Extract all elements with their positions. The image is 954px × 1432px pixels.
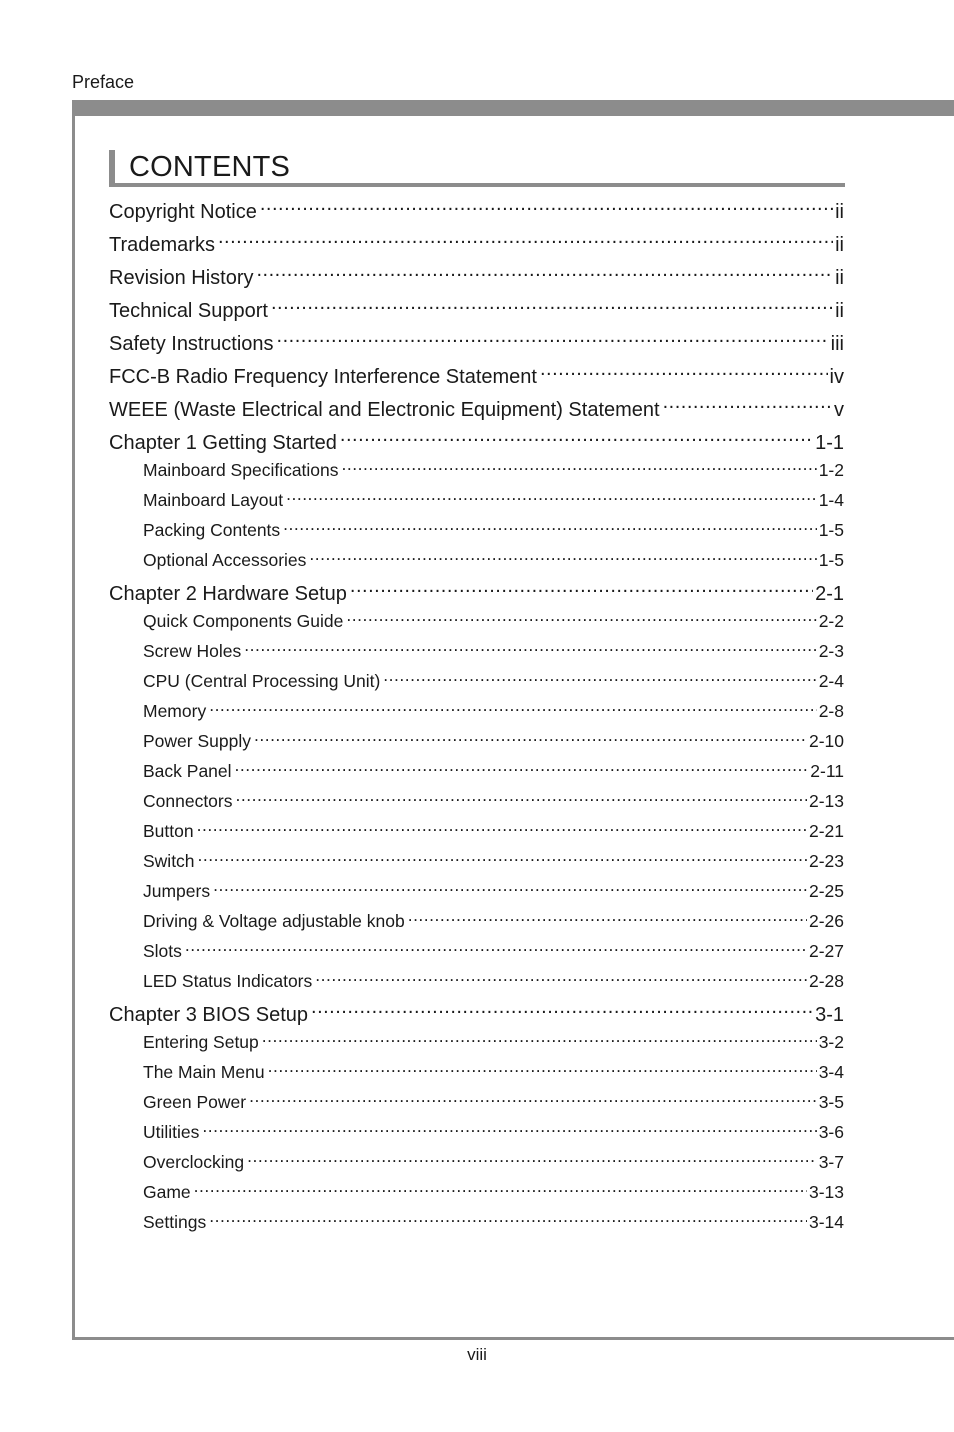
toc-entry-page: 2-26 bbox=[808, 911, 844, 931]
toc-entry-page: 3-4 bbox=[818, 1062, 844, 1082]
toc-entry-page: iii bbox=[830, 333, 844, 355]
toc-entry-label: WEEE (Waste Electrical and Electronic Equipment) Statement bbox=[109, 399, 660, 421]
toc-entry-page: 3-14 bbox=[808, 1212, 844, 1232]
toc-entry-label: Mainboard Layout bbox=[143, 490, 284, 510]
toc-entry-page: ii bbox=[835, 201, 844, 223]
toc-dot-leader bbox=[209, 693, 817, 717]
toc-subentry[interactable] bbox=[143, 663, 844, 691]
toc-dot-leader bbox=[235, 753, 809, 777]
toc-dot-leader bbox=[249, 1084, 817, 1108]
toc-dot-leader bbox=[383, 663, 816, 687]
page-title: CONTENTS bbox=[129, 151, 291, 183]
toc-entry-label: Trademarks bbox=[109, 234, 215, 256]
left-margin-rule bbox=[72, 100, 75, 1340]
toc-entry-page: 3-2 bbox=[818, 1032, 844, 1052]
toc-entry-page: ii bbox=[835, 234, 844, 256]
toc-entry-page: 2-10 bbox=[808, 731, 844, 751]
toc-dot-leader bbox=[197, 813, 807, 837]
toc-dot-leader bbox=[185, 933, 807, 957]
toc-subentry[interactable] bbox=[143, 813, 844, 841]
toc-dot-leader bbox=[277, 322, 829, 350]
toc-entry[interactable] bbox=[109, 355, 844, 388]
toc-entry-page: 3-7 bbox=[818, 1152, 844, 1172]
toc-entry[interactable] bbox=[109, 289, 844, 322]
toc-dot-leader bbox=[254, 723, 807, 747]
toc-entry-label: Mainboard Specifications bbox=[143, 460, 339, 480]
toc-entry-page: 2-2 bbox=[818, 611, 844, 631]
toc-entry[interactable] bbox=[109, 223, 844, 256]
toc-entry-label: Game bbox=[143, 1182, 191, 1202]
toc-entry-page: 1-5 bbox=[818, 550, 844, 570]
toc-entry-page: 2-11 bbox=[810, 761, 844, 781]
toc-entry-page: 3-13 bbox=[808, 1182, 844, 1202]
toc-entry-page: 1-1 bbox=[815, 432, 844, 454]
toc-entry-page: 2-3 bbox=[818, 641, 844, 661]
toc-dot-leader bbox=[315, 963, 807, 987]
toc-dot-leader bbox=[218, 223, 833, 251]
toc-subentry[interactable] bbox=[143, 1084, 844, 1112]
section-label: Preface bbox=[72, 72, 135, 92]
toc-entry-label: Screw Holes bbox=[143, 641, 242, 661]
toc-entry-page: v bbox=[834, 399, 844, 421]
toc-entry[interactable] bbox=[109, 993, 844, 1026]
page-number: viii bbox=[467, 1345, 487, 1364]
toc-dot-leader bbox=[271, 289, 833, 317]
header-bar bbox=[72, 100, 954, 116]
title-underline bbox=[109, 183, 845, 187]
toc-entry-page: 1-2 bbox=[818, 460, 844, 480]
toc-entry-label: Packing Contents bbox=[143, 520, 281, 540]
toc-subentry[interactable] bbox=[143, 1144, 844, 1172]
toc-entry-page: 1-4 bbox=[818, 490, 844, 510]
toc-dot-leader bbox=[286, 482, 817, 506]
toc-dot-leader bbox=[244, 633, 816, 657]
toc-entry-page: 2-4 bbox=[818, 671, 844, 691]
toc-subentry[interactable] bbox=[143, 1024, 844, 1052]
toc-entry-label: Memory bbox=[143, 701, 207, 721]
toc-dot-leader bbox=[194, 1174, 807, 1198]
toc-subentry[interactable] bbox=[143, 873, 844, 901]
toc-dot-leader bbox=[309, 542, 816, 566]
toc-dot-leader bbox=[311, 993, 813, 1021]
toc-dot-leader bbox=[350, 572, 813, 600]
toc-entry-label: Slots bbox=[143, 941, 182, 961]
toc-entry-label: The Main Menu bbox=[143, 1062, 265, 1082]
toc-dot-leader bbox=[262, 1024, 817, 1048]
toc-entry-page: 2-25 bbox=[808, 881, 844, 901]
toc-entry-label: Technical Support bbox=[109, 300, 268, 322]
toc-entry-page: 2-8 bbox=[818, 701, 844, 721]
toc-subentry[interactable] bbox=[143, 753, 844, 781]
toc-entry[interactable] bbox=[109, 190, 844, 223]
toc-dot-leader bbox=[283, 512, 817, 536]
toc-entry-page: iv bbox=[829, 366, 844, 388]
toc-entry-page: ii bbox=[835, 300, 844, 322]
toc-entry-label: FCC-B Radio Frequency Interference Statement bbox=[109, 366, 537, 388]
toc-subentry[interactable] bbox=[143, 1174, 844, 1202]
toc-entry[interactable] bbox=[109, 572, 844, 605]
toc-dot-leader bbox=[260, 190, 833, 218]
toc-dot-leader bbox=[256, 256, 833, 284]
toc-entry-label: Overclocking bbox=[143, 1152, 245, 1172]
toc-entry[interactable] bbox=[109, 421, 844, 454]
toc-subentry[interactable] bbox=[143, 963, 844, 991]
toc-entry-label: Back Panel bbox=[143, 761, 232, 781]
toc-entry-page: 2-1 bbox=[815, 583, 844, 605]
toc-entry-label: Connectors bbox=[143, 791, 233, 811]
toc-entry-label: Chapter 2 Hardware Setup bbox=[109, 583, 347, 605]
toc-entry[interactable] bbox=[109, 322, 844, 355]
toc-entry-page: 3-6 bbox=[818, 1122, 844, 1142]
toc-entry-label: Power Supply bbox=[143, 731, 251, 751]
toc-dot-leader bbox=[340, 421, 813, 449]
toc-subentry[interactable] bbox=[143, 933, 844, 961]
toc-subentry[interactable] bbox=[143, 903, 844, 931]
toc-entry-page: 2-23 bbox=[808, 851, 844, 871]
toc-entry-page: 2-13 bbox=[808, 791, 844, 811]
toc-entry-label: Quick Components Guide bbox=[143, 611, 344, 631]
toc-subentry[interactable] bbox=[143, 843, 844, 871]
toc-entry-label: Utilities bbox=[143, 1122, 200, 1142]
toc-subentry[interactable] bbox=[143, 693, 844, 721]
toc-dot-leader bbox=[342, 452, 817, 476]
toc-subentry[interactable] bbox=[143, 1114, 844, 1142]
toc-entry-label: Switch bbox=[143, 851, 195, 871]
toc-entry-label: Copyright Notice bbox=[109, 201, 257, 223]
toc-entry-page: 1-5 bbox=[818, 520, 844, 540]
toc-dot-leader bbox=[213, 873, 807, 897]
toc-dot-leader bbox=[247, 1144, 817, 1168]
toc-entry[interactable] bbox=[109, 388, 844, 421]
toc-subentry[interactable] bbox=[143, 452, 844, 480]
contents-title-block bbox=[109, 150, 845, 186]
toc-dot-leader bbox=[663, 388, 832, 416]
toc-subentry[interactable] bbox=[143, 783, 844, 811]
toc-subentry[interactable] bbox=[143, 723, 844, 751]
toc-dot-leader bbox=[236, 783, 807, 807]
toc-entry-label: Settings bbox=[143, 1212, 207, 1232]
toc-entry[interactable] bbox=[109, 256, 844, 289]
toc-entry-page: 2-21 bbox=[808, 821, 844, 841]
toc-subentry[interactable] bbox=[143, 1204, 844, 1232]
toc-dot-leader bbox=[198, 843, 807, 867]
toc-dot-leader bbox=[540, 355, 828, 383]
toc-entry-label: Optional Accessories bbox=[143, 550, 307, 570]
toc-entry-page: 3-5 bbox=[818, 1092, 844, 1112]
toc-subentry[interactable] bbox=[143, 633, 844, 661]
toc-dot-leader bbox=[268, 1054, 817, 1078]
toc-entry-label: Chapter 1 Getting Started bbox=[109, 432, 337, 454]
title-marker bbox=[109, 150, 115, 184]
toc-subentry[interactable] bbox=[143, 1054, 844, 1082]
toc-subentry[interactable] bbox=[143, 603, 844, 631]
toc-entry-page: 2-28 bbox=[808, 971, 844, 991]
toc-entry-label: Chapter 3 BIOS Setup bbox=[109, 1004, 309, 1026]
footer-rule bbox=[72, 1337, 954, 1340]
toc-dot-leader bbox=[209, 1204, 807, 1228]
toc-dot-leader bbox=[202, 1114, 816, 1138]
toc-entry-page: 2-27 bbox=[808, 941, 844, 961]
toc-entry-label: CPU (Central Processing Unit) bbox=[143, 671, 381, 691]
toc-entry-label: Driving & Voltage adjustable knob bbox=[143, 911, 405, 931]
toc-entry-label: Jumpers bbox=[143, 881, 211, 901]
toc-entry-label: Button bbox=[143, 821, 194, 841]
toc-dot-leader bbox=[408, 903, 807, 927]
toc-entry-label: Green Power bbox=[143, 1092, 247, 1112]
toc-entry-page: 3-1 bbox=[815, 1004, 844, 1026]
toc-subentry[interactable] bbox=[143, 512, 844, 540]
toc-entry-label: LED Status Indicators bbox=[143, 971, 313, 991]
toc-subentry[interactable] bbox=[143, 482, 844, 510]
toc-entry-label: Safety Instructions bbox=[109, 333, 274, 355]
toc-dot-leader bbox=[346, 603, 816, 627]
toc-entry-page: ii bbox=[835, 267, 844, 289]
toc-entry-label: Revision History bbox=[109, 267, 254, 289]
toc-entry-label: Entering Setup bbox=[143, 1032, 259, 1052]
toc-subentry[interactable] bbox=[143, 542, 844, 570]
